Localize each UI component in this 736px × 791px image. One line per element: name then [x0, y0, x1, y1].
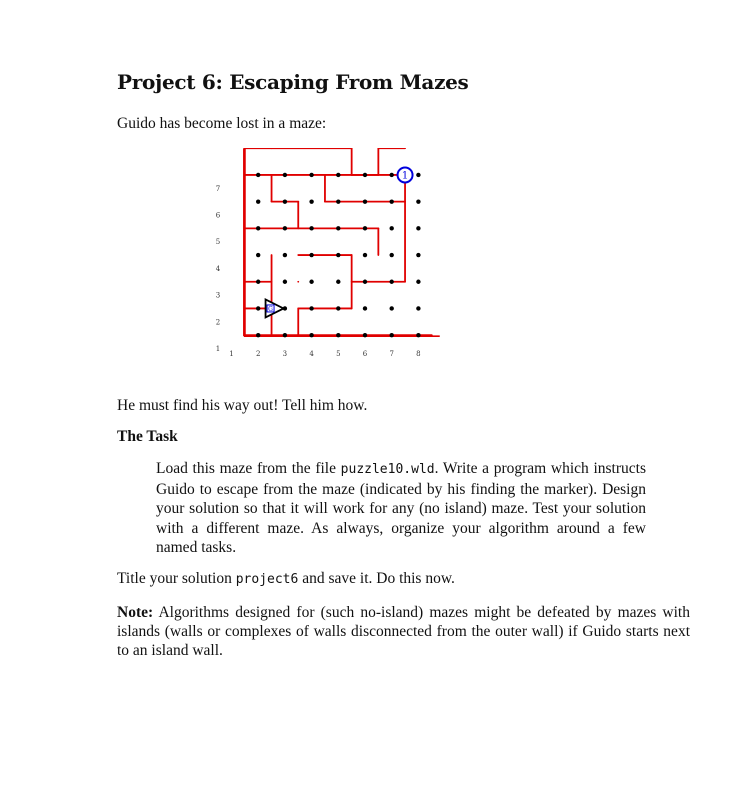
wall-post-dot	[309, 226, 313, 230]
y-tick-label: 5	[215, 238, 221, 247]
task-heading: The Task	[117, 428, 178, 445]
intro-text: Guido has become lost in a maze:	[117, 115, 327, 132]
x-tick-label: 5	[336, 350, 341, 358]
project-heading: Project 6: Escaping From Mazes	[117, 70, 469, 94]
title-text-1: Title your solution	[117, 570, 236, 587]
wall-post-dot	[256, 253, 260, 257]
wall-post-dot	[256, 226, 260, 230]
wall-post-dot	[390, 173, 394, 177]
x-tick-label: 8	[416, 350, 421, 358]
wall-post-dot	[309, 199, 313, 203]
after-maze-text: He must find his way out! Tell him how.	[117, 397, 368, 414]
wall-post-dot	[336, 199, 340, 203]
wall-post-dot	[390, 253, 394, 257]
task-filename: puzzle10.wld	[340, 462, 435, 477]
wall-post-dot	[416, 226, 420, 230]
x-tick-label: 6	[362, 350, 368, 358]
robot-label: G	[268, 305, 273, 313]
wall-post-dot	[363, 280, 367, 284]
y-tick-label: 2	[215, 318, 221, 327]
wall-post-dot	[309, 280, 313, 284]
note-label: Note:	[117, 604, 154, 621]
wall-post-dot	[363, 253, 367, 257]
solution-name: project6	[235, 572, 299, 587]
wall-post-dot	[309, 333, 313, 337]
note-paragraph	[117, 603, 690, 661]
wall-post-dot	[363, 333, 367, 337]
title-text-2: and save it. Do this now.	[298, 570, 455, 587]
task-text-2: . Write a program which instructs Guido to escape from the maze (indicated by his finding the marker). Design your solution so that it will work for any (no island) maze. Test your solution with a different maze. As always, organize your algorithm around a few named tasks.	[156, 460, 646, 557]
y-tick-label: 6	[215, 211, 221, 220]
beeper-marker	[398, 167, 413, 182]
wall-post-dot	[363, 306, 367, 310]
wall-post-dot	[363, 199, 367, 203]
wall-post-dot	[283, 333, 287, 337]
wall-post-dot	[336, 226, 340, 230]
maze-tick-labels	[216, 185, 421, 358]
task-text-1: Load this maze from the file	[156, 460, 341, 477]
x-tick-label: 2	[255, 350, 261, 358]
wall-post-dot	[390, 333, 394, 337]
wall-post-dot	[256, 306, 260, 310]
wall-post-dot	[256, 280, 260, 284]
y-tick-label: 3	[215, 291, 221, 300]
x-tick-label: 3	[282, 350, 288, 358]
wall-post-dot	[283, 280, 287, 284]
wall-post-dot	[416, 333, 420, 337]
wall-post-dot	[416, 199, 420, 203]
wall-post-dot	[309, 173, 313, 177]
wall-post-dot	[309, 306, 313, 310]
wall-post-dot	[416, 306, 420, 310]
title-instruction	[117, 569, 455, 590]
guido-robot	[266, 299, 284, 317]
wall-post-dot	[283, 226, 287, 230]
note-text: Algorithms designed for (such no-island) mazes might be defeated by mazes with islands (walls or complexes of walls disconnected from the outer wall) if Guido starts next to an island wall.	[117, 604, 690, 660]
wall-post-dot	[283, 253, 287, 257]
wall-post-dot	[283, 173, 287, 177]
x-tick-label: 7	[389, 350, 394, 358]
wall-post-dot	[416, 173, 420, 177]
wall-post-dot	[416, 253, 420, 257]
wall-post-dot	[336, 306, 340, 310]
y-tick-label: 4	[215, 264, 221, 273]
wall-post-dot	[336, 280, 340, 284]
wall-post-dot	[256, 333, 260, 337]
y-tick-label: 1	[215, 345, 221, 353]
wall-post-dot	[256, 173, 260, 177]
wall-post-dot	[336, 173, 340, 177]
y-tick-label: 7	[215, 184, 221, 193]
wall-post-dot	[283, 199, 287, 203]
wall-post-dot	[390, 226, 394, 230]
wall-post-dot	[390, 280, 394, 284]
wall-post-dot	[390, 306, 394, 310]
wall-post-dot	[309, 253, 313, 257]
wall-post-dot	[256, 199, 260, 203]
maze-diagram	[200, 148, 450, 363]
wall-post-dot	[363, 226, 367, 230]
wall-post-dot	[336, 253, 340, 257]
x-tick-label: 4	[309, 350, 314, 358]
wall-post-dot	[390, 199, 394, 203]
maze-corner-dots	[256, 173, 421, 338]
wall-post-dot	[363, 173, 367, 177]
wall-post-dot	[336, 333, 340, 337]
x-tick-label: 1	[229, 350, 234, 358]
task-description	[156, 459, 646, 558]
beeper-count: 1	[401, 170, 409, 182]
wall-post-dot	[416, 280, 420, 284]
